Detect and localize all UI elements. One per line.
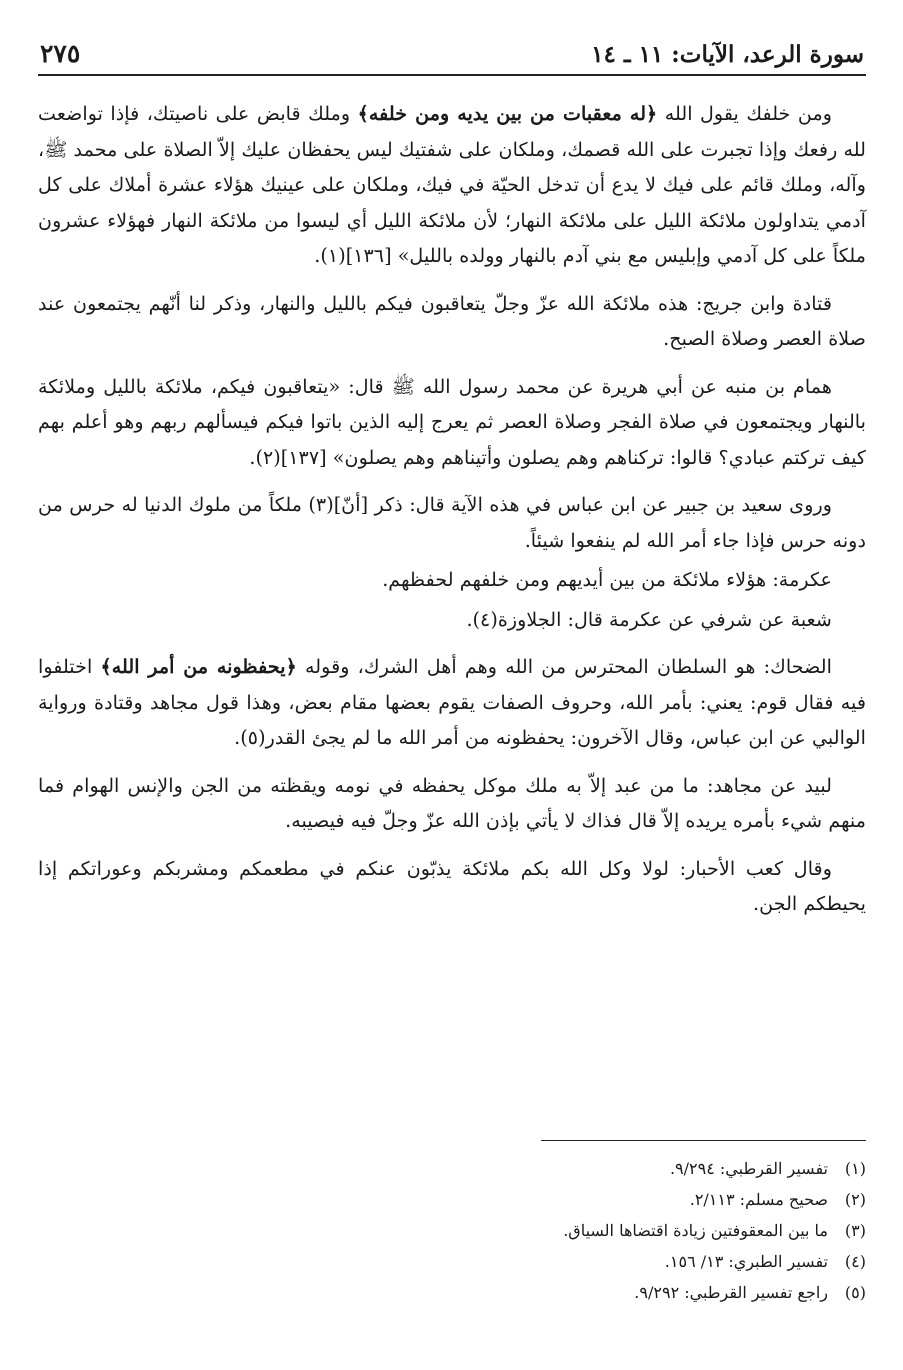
page-header <box>38 34 866 76</box>
running-title: سورة الرعد، الآيات: ١١ ـ ١٤ <box>591 41 864 68</box>
footnote-text: تفسير القرطبي: ٩/٢٩٤. <box>669 1159 828 1178</box>
paragraph-text: ومن خلفك يقول الله <box>657 102 832 125</box>
footnote-text: ما بين المعقوفتين زيادة اقتضاها السياق. <box>563 1221 828 1240</box>
paragraph-text: قتادة وابن جريج: هذه ملائكة الله عزّ وجلّ يتعاقبون فيكم بالليل والنهار، وذكر لنا أنّهم يجتمعون عند صلاة العصر وصلاة الصبح. <box>38 291 866 350</box>
footnote-number: (١) <box>844 1159 866 1178</box>
paragraph-text: عكرمة: هؤلاء ملائكة من بين أيديهم ومن خلفهم لحفظهم. <box>382 568 832 591</box>
paragraph-text: الضحاك: هو السلطان المحترس من الله وهم أهل الشرك، وقوله <box>296 655 832 678</box>
footnote-text: صحيح مسلم: ٢/١١٣. <box>689 1190 828 1209</box>
footnote-separator <box>541 1140 866 1141</box>
page-number: ٢٧٥ <box>40 39 81 68</box>
footnote-number: (٤) <box>844 1252 866 1271</box>
footnote <box>38 1277 866 1308</box>
footnote <box>38 1184 866 1215</box>
paragraph-text: اختلفوا فيه فقال قوم: يعني: بأمر الله، وحروف الصفات يقوم بعضها مقام بعض، وهذا قول مجاهد وقتادة ورواية الوالبي عن ابن عباس، وقال الآخرون: يحفظونه من أمر الله ما لم يجئ القدر(٥). <box>38 655 866 749</box>
paragraph <box>38 649 866 756</box>
paragraph-text: شعبة عن شرفي عن عكرمة قال: الجلاوزة(٤). <box>466 607 832 631</box>
page <box>38 34 866 922</box>
paragraph <box>38 487 866 558</box>
footnote-number: (٢) <box>844 1190 866 1209</box>
paragraph <box>38 851 866 922</box>
paragraph <box>38 369 866 476</box>
footnote <box>38 1215 866 1246</box>
paragraph-text: وروى سعيد بن جبير عن ابن عباس في هذه الآية قال: ذكر [أنّ](٣) ملكاً من ملوك الدنيا له حرس من دونه حرس فإذا جاء أمر الله لم ينفعوا شيئاً. <box>38 493 866 552</box>
quran-quote: ﴿يحفظونه من أمر الله﴾ <box>100 655 297 678</box>
footnote-list <box>38 1153 866 1308</box>
paragraph <box>38 768 866 839</box>
footnote-text: راجع تفسير القرطبي: ٩/٢٩٢. <box>634 1283 828 1302</box>
paragraph <box>38 602 866 638</box>
paragraph-text: وقال كعب الأحبار: لولا وكل الله بكم ملائكة يذبّون عنكم في مطعمكم ومشربكم وعوراتكم إذا يحيطكم الجن. <box>38 856 866 915</box>
footnote-number: (٥) <box>844 1283 866 1302</box>
footnote-number: (٣) <box>844 1221 866 1240</box>
footnote <box>38 1246 866 1277</box>
paragraph <box>38 96 866 274</box>
main-text <box>38 96 866 922</box>
paragraph-text: لبيد عن مجاهد: ما من عبد إلاّ به ملك موكل يحفظه في نومه ويقظته من الجن والإنس الهوام فما منهم شيء بأمره يريده إلاّ قال فذاك لا يأتي بإذن الله عزّ وجلّ فيه فيصيبه. <box>38 773 866 832</box>
footnotes <box>38 1140 866 1308</box>
paragraph <box>38 562 866 598</box>
footnote <box>38 1153 866 1184</box>
paragraph-text: همام بن منبه عن أبي هريرة عن محمد رسول الله ﷺ قال: «يتعاقبون فيكم، ملائكة بالليل وملائكة بالنهار ويجتمعون في صلاة الفجر وصلاة العصر ثم يعرج إليه الذين باتوا فيكم فيسألهم ربهم وهو أعلم بهم كيف تركتم عبادي؟ قالوا: تركناهم وهم يصلون وأتيناهم وهم يصلون» [١٣٧](٢). <box>38 374 866 469</box>
paragraph-text: وملك قابض على ناصيتك، فإذا تواضعت لله رفعك وإذا تجبرت على الله قصمك، وملكان على شفتيك ليس يحفظان عليك إلاّ الصلاة على محمد ﷺ، وآله، وملك قائم على فيك لا يدع أن تدخل الحيّة في فيك، وملكان على عينيك هؤلاء عشرة أملاك على كل آدمي يتداولون ملائكة الليل على ملائكة النهار؛ لأن ملائكة الليل أي ليسوا من ملائكة النهار فهؤلاء عشرون ملكاً على كل آدمي وإبليس مع بني آدم بالنهار وولده بالليل» [١٣٦](١). <box>38 102 866 267</box>
paragraph <box>38 286 866 357</box>
footnote-text: تفسير الطبري: ١٣/ ١٥٦. <box>664 1252 828 1271</box>
quran-quote: ﴿له معقبات من بين يديه ومن خلفه﴾ <box>357 102 658 125</box>
